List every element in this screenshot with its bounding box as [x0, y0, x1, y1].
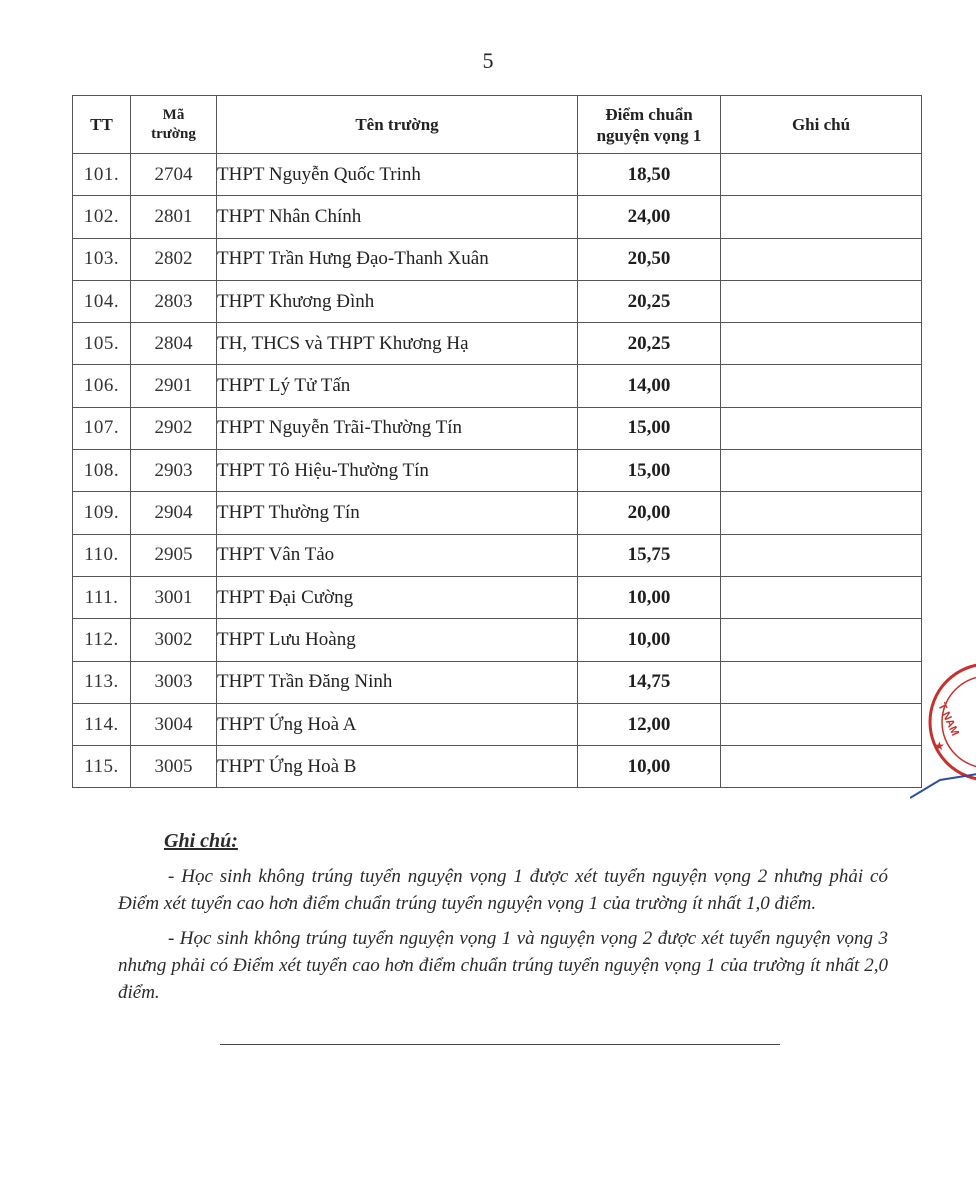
school-name-cell: THPT Đại Cường: [217, 576, 578, 618]
header-tt: TT: [73, 96, 131, 154]
note-cell: [721, 365, 922, 407]
row-number-cell: 107.: [73, 407, 131, 449]
table-row: [73, 492, 922, 534]
school-name-cell: THPT Ứng Hoà A: [217, 703, 578, 745]
table-row: [73, 407, 922, 449]
row-number-cell: 111.: [73, 576, 131, 618]
seal-stamp-icon: [910, 660, 976, 800]
note-cell: [721, 661, 922, 703]
table-row: [73, 703, 922, 745]
school-name-cell: THPT Lưu Hoàng: [217, 619, 578, 661]
note-cell: [721, 576, 922, 618]
seal-star-icon: ★: [934, 739, 945, 753]
note-cell: [721, 703, 922, 745]
score-cell: 14,00: [578, 365, 721, 407]
row-number-cell: 102.: [73, 196, 131, 238]
notes-heading: Ghi chú:: [164, 830, 238, 852]
row-number-cell: 114.: [73, 703, 131, 745]
table-row: [73, 323, 922, 365]
school-code-cell: 3004: [131, 703, 217, 745]
score-cell: 12,00: [578, 703, 721, 745]
row-number-cell: 115.: [73, 746, 131, 788]
school-code-cell: 2901: [131, 365, 217, 407]
school-code-cell: 2803: [131, 280, 217, 322]
table-row: [73, 746, 922, 788]
school-name-cell: THPT Thường Tín: [217, 492, 578, 534]
school-code-cell: 2801: [131, 196, 217, 238]
note-paragraph-1: - Học sinh không trúng tuyển nguyện vọng 1 được xét tuyển nguyện vọng 2 nhưng phải có Điểm xét tuyển cao hơn điểm chuẩn trúng tuyển nguyện vọng 1 của trường ít nhất 1,0 điểm.: [118, 866, 888, 914]
score-cell: 10,00: [578, 576, 721, 618]
school-code-cell: 2905: [131, 534, 217, 576]
note-cell: [721, 238, 922, 280]
school-code-cell: 2904: [131, 492, 217, 534]
header-score: [578, 96, 721, 154]
school-name-cell: THPT Vân Tảo: [217, 534, 578, 576]
note-cell: [721, 280, 922, 322]
school-name-cell: TH, THCS và THPT Khương Hạ: [217, 323, 578, 365]
table-header-row: [73, 96, 922, 154]
row-number-cell: 108.: [73, 450, 131, 492]
closing-rule: [220, 1044, 780, 1045]
note-cell: [721, 323, 922, 365]
school-name-cell: THPT Nguyễn Quốc Trinh: [217, 154, 578, 196]
header-school-name: Tên trường: [217, 96, 578, 154]
note-cell: [721, 154, 922, 196]
notes-section: [118, 830, 888, 1014]
score-cell: 20,00: [578, 492, 721, 534]
table-row: [73, 661, 922, 703]
note-cell: [721, 492, 922, 534]
note-cell: [721, 196, 922, 238]
row-number-cell: 101.: [73, 154, 131, 196]
school-code-cell: 3002: [131, 619, 217, 661]
note-cell: [721, 746, 922, 788]
table-row: [73, 196, 922, 238]
school-code-cell: 2704: [131, 154, 217, 196]
header-score-line1: Điểm chuẩn: [605, 104, 693, 124]
table-row: [73, 280, 922, 322]
table-row: [73, 154, 922, 196]
admission-score-table: [72, 95, 922, 788]
page-number: 5: [482, 48, 494, 73]
score-cell: 24,00: [578, 196, 721, 238]
row-number-cell: 103.: [73, 238, 131, 280]
school-code-cell: 2902: [131, 407, 217, 449]
header-score-line2: nguyện vọng 1: [596, 125, 702, 145]
official-seal: [910, 660, 976, 800]
school-name-cell: THPT Lý Tử Tấn: [217, 365, 578, 407]
school-code-cell: 2903: [131, 450, 217, 492]
note-paragraph-2: - Học sinh không trúng tuyển nguyện vọng 1 và nguyện vọng 2 được xét tuyển nguyện vọng 3 nhưng phải có Điểm xét tuyển cao hơn điểm chuẩn trúng tuyển nguyện vọng 1 của trường ít nhất 2,0 điểm.: [118, 928, 888, 1003]
school-name-cell: THPT Ứng Hoà B: [217, 746, 578, 788]
row-number-cell: 104.: [73, 280, 131, 322]
school-name-cell: THPT Tô Hiệu-Thường Tín: [217, 450, 578, 492]
school-code-cell: 2804: [131, 323, 217, 365]
school-name-cell: THPT Trần Đăng Ninh: [217, 661, 578, 703]
table-row: [73, 450, 922, 492]
row-number-cell: 106.: [73, 365, 131, 407]
school-name-cell: THPT Nguyễn Trãi-Thường Tín: [217, 407, 578, 449]
table-row: [73, 534, 922, 576]
score-cell: 20,50: [578, 238, 721, 280]
signature-stroke: [910, 772, 976, 798]
school-name-cell: THPT Trần Hưng Đạo-Thanh Xuân: [217, 238, 578, 280]
seal-text: T NAM: [935, 701, 961, 738]
header-note: Ghi chú: [721, 96, 922, 154]
score-cell: 15,75: [578, 534, 721, 576]
school-code-cell: 3005: [131, 746, 217, 788]
school-name-cell: THPT Khương Đình: [217, 280, 578, 322]
score-cell: 15,00: [578, 450, 721, 492]
table-row: [73, 238, 922, 280]
score-cell: 10,00: [578, 619, 721, 661]
score-cell: 18,50: [578, 154, 721, 196]
table-row: [73, 576, 922, 618]
note-cell: [721, 450, 922, 492]
row-number-cell: 110.: [73, 534, 131, 576]
score-cell: 10,00: [578, 746, 721, 788]
row-number-cell: 112.: [73, 619, 131, 661]
table-row: [73, 365, 922, 407]
header-school-code: [131, 96, 217, 154]
note-cell: [721, 619, 922, 661]
header-code-line1: Mã: [162, 106, 185, 123]
school-code-cell: 3003: [131, 661, 217, 703]
score-cell: 14,75: [578, 661, 721, 703]
score-cell: 15,00: [578, 407, 721, 449]
row-number-cell: 105.: [73, 323, 131, 365]
row-number-cell: 113.: [73, 661, 131, 703]
school-code-cell: 2802: [131, 238, 217, 280]
school-name-cell: THPT Nhân Chính: [217, 196, 578, 238]
table-row: [73, 619, 922, 661]
note-cell: [721, 407, 922, 449]
header-code-line2: trường: [151, 125, 196, 142]
note-cell: [721, 534, 922, 576]
score-cell: 20,25: [578, 323, 721, 365]
school-code-cell: 3001: [131, 576, 217, 618]
score-cell: 20,25: [578, 280, 721, 322]
row-number-cell: 109.: [73, 492, 131, 534]
